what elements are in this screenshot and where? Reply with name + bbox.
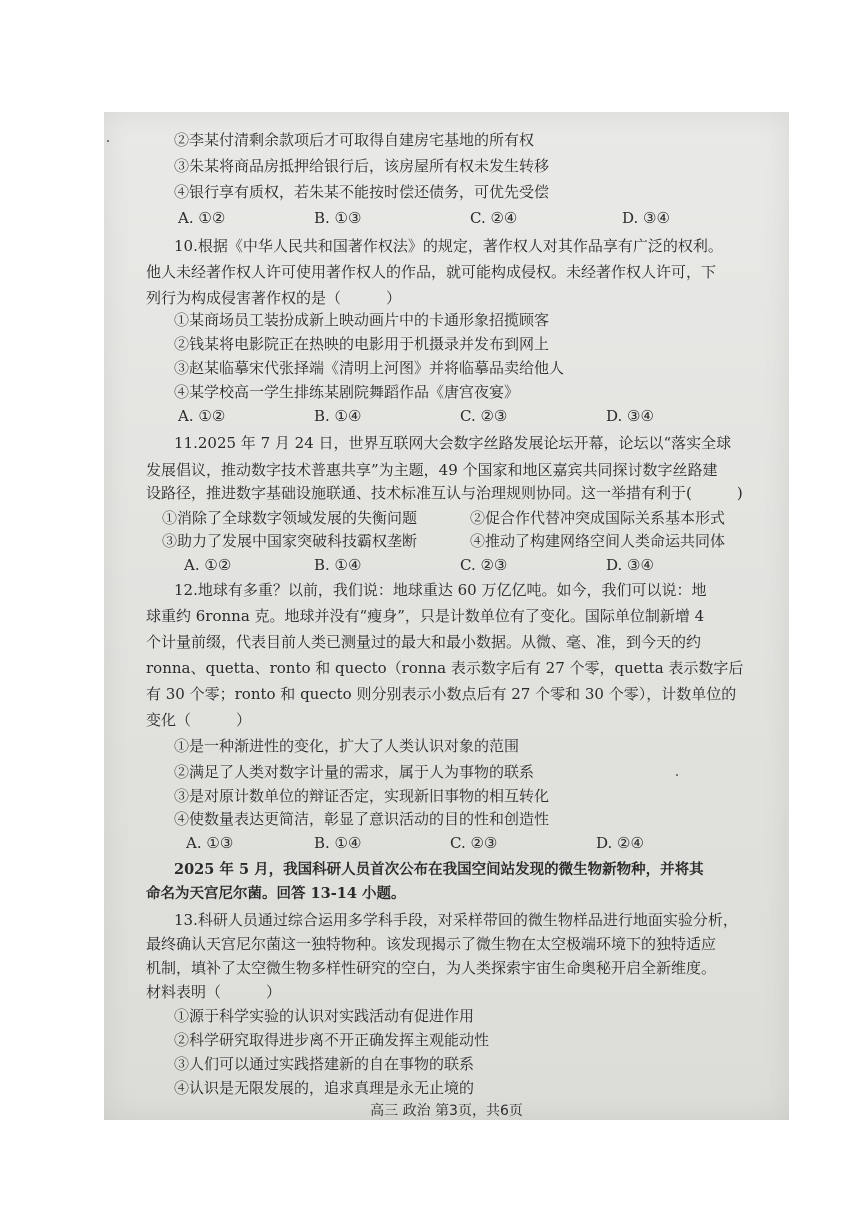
speck bbox=[107, 140, 109, 142]
q12-stem-line-2: 球重约 6ronna 克。地球并没有“瘦身”，只是计数单位有了变化。国际单位制新增 4 bbox=[146, 607, 705, 625]
q13-option-1: ①源于科学实验的认识对实践活动有促进作用 bbox=[174, 1007, 475, 1025]
q11-option-4: ④推动了构建网络空间人类命运共同体 bbox=[470, 532, 726, 550]
speck bbox=[676, 774, 678, 776]
q11-option-2: ②促合作代替冲突成国际关系基本形式 bbox=[470, 509, 726, 527]
q12-stem-line-1: 12.地球有多重？以前，我们说：地球重达 60 万亿亿吨。如今，我们可以说：地 bbox=[174, 581, 707, 599]
q13-option-3: ③人们可以通过实践搭建新的自在事物的联系 bbox=[174, 1055, 475, 1073]
q10-stem-line-2: 他人未经著作权人许可使用著作权人的作品，就可能构成侵权。未经著作权人许可，下 bbox=[146, 263, 717, 281]
q9-option-2: ②李某付清剩余款项后才可取得自建房宅基地的所有权 bbox=[174, 131, 535, 149]
q10-option-3: ③赵某临摹宋代张择端《清明上河图》并将临摹品卖给他人 bbox=[174, 359, 565, 377]
q9-choice-d[interactable]: D. ③④ bbox=[622, 209, 670, 227]
q9-choice-b[interactable]: B. ①③ bbox=[314, 209, 362, 227]
q11-choice-b[interactable]: B. ①④ bbox=[314, 556, 362, 574]
q12-choice-a[interactable]: A. ①③ bbox=[186, 834, 234, 852]
q10-choice-a[interactable]: A. ①② bbox=[178, 407, 226, 425]
q9-choices bbox=[104, 208, 789, 228]
material-intro-line-1: 2025 年 5 月，我国科研人员首次公布在我国空间站发现的微生物新物种，并将其 bbox=[174, 861, 704, 878]
q9-choice-a[interactable]: A. ①② bbox=[178, 209, 226, 227]
q10-option-2: ②钱某将电影院正在热映的电影用于机摄录并发布到网上 bbox=[174, 335, 550, 353]
q11-stem-line-1: 11.2025 年 7 月 24 日，世界互联网大会数字丝路发展论坛开幕，论坛以“落实全球 bbox=[174, 434, 732, 452]
q10-option-1: ①某商场员工装扮成新上映动画片中的卡通形象招揽顾客 bbox=[174, 311, 550, 329]
q13-stem-line-3: 机制，填补了太空微生物多样性研究的空白，为人类探索宇宙生命奥秘开启全新维度。 bbox=[146, 959, 717, 977]
q13-stem-line-2: 最终确认天宫尼尔菌这一独特物种。该发现揭示了微生物在太空极端环境下的独特适应 bbox=[146, 935, 717, 953]
q13-option-4: ④认识是无限发展的，追求真理是永无止境的 bbox=[174, 1079, 475, 1097]
q9-option-4: ④银行享有质权，若朱某不能按时偿还债务，可优先受偿 bbox=[174, 183, 550, 201]
q12-choice-c[interactable]: C. ②③ bbox=[450, 834, 498, 852]
q10-choices bbox=[104, 406, 789, 426]
q11-stem-line-2: 发展倡议，推动数字技术普惠共享”为主题，49 个国家和地区嘉宾共同探讨数字丝路建 bbox=[146, 461, 718, 479]
q11-option-3: ③助力了发展中国家突破科技霸权垄断 bbox=[162, 532, 418, 550]
q12-option-4: ④使数量表达更简洁，彰显了意识活动的目的性和创造性 bbox=[174, 810, 550, 828]
q12-stem-line-6: 变化（ ） bbox=[146, 711, 252, 729]
q11-stem-line-3: 设路径，推进数字基础设施联通、技术标准互认与治理规则协同。这一举措有利于( ) bbox=[146, 484, 743, 502]
q11-choice-a[interactable]: A. ①② bbox=[184, 556, 232, 574]
q12-option-3: ③是对原计数单位的辩证否定，实现新旧事物的相互转化 bbox=[174, 787, 550, 805]
q11-option-1: ①消除了全球数字领域发展的失衡问题 bbox=[162, 509, 418, 527]
q12-choice-b[interactable]: B. ①④ bbox=[314, 834, 362, 852]
q12-stem-line-3: 个计量前缀，代表目前人类已测量过的最大和最小数据。从微、毫、准，到今天的约 bbox=[146, 633, 702, 651]
q13-stem-line-4: 材料表明（ ） bbox=[146, 983, 282, 1001]
page-footer: 高三 政治 第3页，共6页 bbox=[370, 1103, 523, 1119]
exam-page bbox=[104, 112, 789, 1120]
material-intro-line-2: 命名为天宫尼尔菌。回答 13-14 小题。 bbox=[146, 885, 406, 902]
q11-choice-d[interactable]: D. ③④ bbox=[606, 556, 654, 574]
q13-stem-line-1: 13.科研人员通过综合运用多学科手段，对采样带回的微生物样品进行地面实验分析， bbox=[174, 911, 738, 929]
q10-option-4: ④某学校高一学生排练某剧院舞蹈作品《唐宫夜宴》 bbox=[174, 383, 520, 401]
q9-choice-c[interactable]: C. ②④ bbox=[470, 209, 518, 227]
q9-option-3: ③朱某将商品房抵押给银行后，该房屋所有权未发生转移 bbox=[174, 157, 550, 175]
q10-stem-line-1: 10.根据《中华人民共和国著作权法》的规定，著作权人对其作品享有广泛的权利。 bbox=[174, 237, 723, 255]
q13-option-2: ②科学研究取得进步离不开正确发挥主观能动性 bbox=[174, 1031, 490, 1049]
q11-choice-c[interactable]: C. ②③ bbox=[460, 556, 508, 574]
q10-choice-b[interactable]: B. ①④ bbox=[314, 407, 362, 425]
q12-stem-line-4: ronna、quetta、ronto 和 quecto（ronna 表示数字后有 27 个零，quetta 表示数字后 bbox=[146, 659, 744, 677]
q10-stem-line-3: 列行为构成侵害著作权的是（ ） bbox=[146, 289, 402, 307]
q12-option-2: ②满足了人类对数字计量的需求，属于人为事物的联系 bbox=[174, 763, 535, 781]
q12-choices bbox=[104, 833, 789, 853]
q10-choice-c[interactable]: C. ②③ bbox=[460, 407, 508, 425]
q12-option-1: ①是一种渐进性的变化，扩大了人类认识对象的范围 bbox=[174, 737, 520, 755]
q10-choice-d[interactable]: D. ③④ bbox=[606, 407, 654, 425]
q12-stem-line-5: 有 30 个零；ronto 和 quecto 则分别表示小数点后有 27 个零和 30 个零），计数单位的 bbox=[146, 685, 737, 703]
q12-choice-d[interactable]: D. ②④ bbox=[596, 834, 644, 852]
q11-choices bbox=[104, 555, 789, 575]
